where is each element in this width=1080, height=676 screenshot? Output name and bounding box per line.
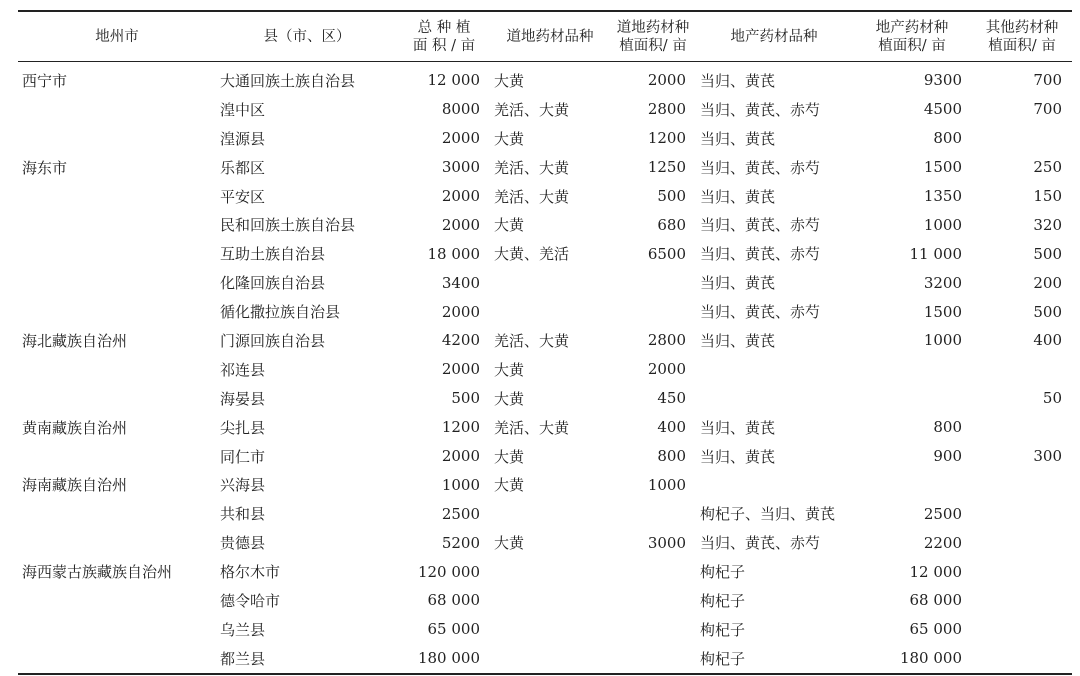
cell-other-area: 500	[1033, 244, 1062, 263]
cell-local-varieties: 当归、黄芪	[700, 71, 776, 90]
cell-local-area: 180 000	[899, 649, 962, 668]
cell-local-area: 1350	[923, 187, 962, 205]
cell-region: 海南藏族自治州	[22, 476, 128, 495]
cell-genuine-varieties	[490, 644, 610, 674]
cell-county: 互助土族自治县	[220, 245, 326, 264]
cell-total-area: 500	[451, 389, 480, 408]
table-header	[18, 11, 1072, 62]
cell-region	[18, 182, 216, 211]
cell-local-varieties	[696, 470, 852, 499]
cell-genuine-varieties: 大黄	[494, 360, 525, 379]
cell-genuine-area: 450	[657, 389, 686, 408]
cell-genuine-area: 2000	[647, 71, 686, 90]
cell-local-area	[852, 470, 972, 499]
cell-total-area: 2000	[441, 302, 480, 321]
cell-county: 祁连县	[220, 360, 266, 379]
cell-genuine-area	[610, 615, 696, 644]
cell-local-area: 68 000	[909, 591, 962, 610]
cell-region	[18, 499, 216, 528]
cell-total-area: 3000	[441, 158, 480, 177]
cell-local-varieties: 当归、黄芪	[700, 418, 776, 437]
table-row	[18, 95, 1072, 124]
planting-area-table-wrapper	[18, 10, 1072, 675]
cell-local-area: 2500	[923, 504, 962, 523]
cell-genuine-area	[610, 586, 696, 615]
cell-genuine-area: 1000	[647, 475, 686, 494]
table-row	[18, 384, 1072, 413]
cell-other-area: 250	[1033, 158, 1062, 177]
cell-region: 海东市	[22, 158, 68, 177]
cell-genuine-varieties: 大黄	[494, 447, 525, 466]
cell-genuine-varieties: 羌活、大黄	[494, 158, 570, 177]
cell-county: 大通回族土族自治县	[220, 71, 356, 90]
table-row	[18, 297, 1072, 326]
cell-local-varieties: 当归、黄芪、赤芍	[700, 100, 821, 119]
table-row	[18, 210, 1072, 239]
cell-total-area: 65 000	[427, 620, 480, 639]
cell-genuine-area: 1250	[647, 158, 686, 177]
cell-region	[18, 528, 216, 557]
cell-county: 民和回族土族自治县	[220, 216, 356, 235]
cell-local-varieties: 枸杞子	[700, 649, 746, 668]
header-other-area: 其他药材种 植面积/ 亩	[985, 19, 1059, 54]
cell-genuine-varieties: 羌活、大黄	[494, 100, 570, 119]
cell-total-area: 68 000	[427, 591, 480, 610]
cell-total-area: 5200	[441, 533, 480, 552]
cell-local-area: 1500	[923, 158, 962, 177]
cell-local-area: 1000	[923, 331, 962, 350]
cell-genuine-area: 400	[657, 418, 686, 437]
cell-total-area: 1200	[441, 418, 480, 437]
cell-region	[18, 384, 216, 413]
cell-other-area	[972, 644, 1072, 674]
cell-genuine-varieties	[490, 586, 610, 615]
cell-total-area: 2500	[441, 504, 480, 523]
cell-region: 海西蒙古族藏族自治州	[22, 563, 173, 582]
cell-local-varieties: 当归、黄芪、赤芍	[700, 216, 821, 235]
cell-local-area	[852, 384, 972, 413]
cell-genuine-area: 6500	[647, 244, 686, 263]
table-row	[18, 355, 1072, 384]
cell-genuine-varieties	[490, 268, 610, 297]
cell-other-area	[972, 499, 1072, 528]
cell-total-area: 180 000	[417, 649, 480, 668]
header-local-area: 地产药材种 植面积/ 亩	[875, 19, 949, 54]
cell-local-area: 12 000	[909, 562, 962, 581]
cell-county: 共和县	[220, 505, 266, 524]
cell-total-area: 3400	[441, 273, 480, 292]
cell-other-area	[972, 557, 1072, 586]
cell-genuine-varieties: 大黄	[494, 216, 525, 235]
cell-local-varieties: 枸杞子	[700, 591, 746, 610]
cell-genuine-area	[610, 499, 696, 528]
cell-county: 同仁市	[220, 447, 266, 466]
cell-local-varieties: 当归、黄芪	[700, 187, 776, 206]
cell-total-area: 2000	[441, 215, 480, 234]
cell-genuine-varieties: 大黄、羌活	[494, 245, 570, 264]
cell-other-area	[972, 586, 1072, 615]
cell-genuine-area: 800	[657, 447, 686, 466]
cell-region: 海北藏族自治州	[22, 331, 128, 350]
cell-region	[18, 615, 216, 644]
cell-county: 门源回族自治县	[220, 331, 326, 350]
cell-county: 湟中区	[220, 100, 266, 119]
cell-local-varieties: 当归、黄芪	[700, 274, 776, 293]
cell-local-area: 1500	[923, 302, 962, 321]
table-row	[18, 470, 1072, 499]
cell-region	[18, 644, 216, 674]
cell-county: 海晏县	[220, 389, 266, 408]
header-row	[18, 11, 1072, 62]
cell-other-area: 200	[1033, 273, 1062, 292]
cell-county: 乐都区	[220, 158, 266, 177]
table-row	[18, 528, 1072, 557]
cell-other-area	[972, 470, 1072, 499]
cell-other-area: 700	[1033, 100, 1062, 119]
table-row	[18, 326, 1072, 355]
cell-local-varieties: 当归、黄芪、赤芍	[700, 534, 821, 553]
cell-region	[18, 239, 216, 268]
cell-region	[18, 268, 216, 297]
table-row	[18, 62, 1072, 95]
cell-genuine-area	[610, 557, 696, 586]
cell-genuine-varieties: 羌活、大黄	[494, 331, 570, 350]
cell-local-area: 3200	[923, 273, 962, 292]
cell-region: 黄南藏族自治州	[22, 418, 128, 437]
cell-county: 贵德县	[220, 534, 266, 553]
cell-local-area: 900	[933, 447, 962, 466]
cell-other-area: 500	[1033, 302, 1062, 321]
cell-local-varieties	[696, 355, 852, 384]
cell-local-varieties: 当归、黄芪	[700, 129, 776, 148]
cell-county: 德令哈市	[220, 591, 281, 610]
cell-local-varieties: 当归、黄芪、赤芍	[700, 158, 821, 177]
header-local-varieties: 地产药材品种	[730, 28, 818, 45]
cell-genuine-varieties: 羌活、大黄	[494, 187, 570, 206]
cell-other-area	[972, 528, 1072, 557]
header-genuine-varieties: 道地药材品种	[506, 28, 594, 45]
cell-total-area: 8000	[441, 100, 480, 119]
cell-total-area: 2000	[441, 129, 480, 148]
cell-other-area: 50	[1042, 389, 1062, 408]
cell-county: 湟源县	[220, 129, 266, 148]
cell-county: 循化撒拉族自治县	[220, 303, 341, 322]
cell-region	[18, 95, 216, 124]
cell-local-varieties: 枸杞子、当归、黄芪	[700, 505, 836, 524]
cell-other-area: 400	[1033, 331, 1062, 350]
cell-region	[18, 442, 216, 471]
cell-total-area: 18 000	[427, 244, 480, 263]
table-row	[18, 499, 1072, 528]
cell-other-area: 300	[1033, 447, 1062, 466]
cell-county: 平安区	[220, 187, 266, 206]
cell-genuine-area: 2800	[647, 331, 686, 350]
cell-genuine-area: 2800	[647, 100, 686, 119]
table-row	[18, 153, 1072, 182]
cell-local-area: 65 000	[909, 620, 962, 639]
cell-local-varieties: 当归、黄芪	[700, 331, 776, 350]
cell-genuine-area: 1200	[647, 129, 686, 148]
cell-genuine-varieties: 大黄	[494, 534, 525, 553]
cell-genuine-area: 500	[657, 187, 686, 205]
cell-genuine-area	[610, 297, 696, 326]
table-row	[18, 413, 1072, 442]
cell-local-varieties: 枸杞子	[700, 563, 746, 582]
cell-total-area: 12 000	[427, 71, 480, 90]
planting-area-table	[18, 10, 1072, 675]
cell-genuine-varieties: 大黄	[494, 389, 525, 408]
cell-local-area: 1000	[923, 215, 962, 234]
cell-local-area	[852, 355, 972, 384]
cell-county: 兴海县	[220, 476, 266, 495]
cell-other-area	[972, 124, 1072, 153]
cell-other-area: 150	[1033, 187, 1062, 205]
cell-region	[18, 124, 216, 153]
cell-county: 尖扎县	[220, 418, 266, 437]
cell-region	[18, 210, 216, 239]
header-region: 地州市	[95, 28, 139, 45]
cell-local-area: 4500	[923, 100, 962, 119]
cell-local-varieties	[696, 384, 852, 413]
table-row	[18, 644, 1072, 674]
cell-region	[18, 355, 216, 384]
table-row	[18, 586, 1072, 615]
cell-genuine-area	[610, 644, 696, 674]
table-row	[18, 268, 1072, 297]
cell-local-area: 800	[933, 129, 962, 148]
cell-county: 化隆回族自治县	[220, 274, 326, 293]
cell-other-area: 700	[1033, 71, 1062, 90]
cell-county: 格尔木市	[220, 563, 281, 582]
cell-genuine-varieties: 大黄	[494, 71, 525, 90]
cell-county: 都兰县	[220, 649, 266, 668]
cell-total-area: 2000	[441, 187, 480, 205]
cell-total-area: 4200	[441, 331, 480, 350]
cell-total-area: 2000	[441, 360, 480, 379]
table-row	[18, 442, 1072, 471]
cell-genuine-area: 3000	[647, 533, 686, 552]
cell-region	[18, 586, 216, 615]
cell-genuine-area: 680	[657, 215, 686, 234]
cell-total-area: 120 000	[417, 562, 480, 581]
cell-region	[18, 297, 216, 326]
cell-genuine-varieties: 羌活、大黄	[494, 418, 570, 437]
table-row	[18, 124, 1072, 153]
cell-other-area	[972, 355, 1072, 384]
cell-total-area: 2000	[441, 447, 480, 466]
cell-other-area: 320	[1033, 215, 1062, 234]
table-row	[18, 615, 1072, 644]
cell-total-area: 1000	[441, 475, 480, 494]
cell-local-varieties: 枸杞子	[700, 620, 746, 639]
cell-local-varieties: 当归、黄芪、赤芍	[700, 245, 821, 264]
table-body	[18, 62, 1072, 674]
cell-local-area: 2200	[923, 533, 962, 552]
cell-local-area: 11 000	[909, 244, 962, 263]
cell-local-area: 800	[933, 418, 962, 437]
cell-genuine-varieties	[490, 297, 610, 326]
table-row	[18, 182, 1072, 211]
table-row	[18, 557, 1072, 586]
cell-other-area	[972, 615, 1072, 644]
cell-genuine-varieties	[490, 499, 610, 528]
cell-genuine-varieties: 大黄	[494, 476, 525, 495]
header-county: 县（市、区）	[263, 28, 351, 45]
cell-county: 乌兰县	[220, 620, 266, 639]
cell-other-area	[972, 413, 1072, 442]
cell-local-area: 9300	[923, 71, 962, 90]
header-total-area: 总 种 植 面 积 / 亩	[412, 19, 476, 54]
cell-genuine-area: 2000	[647, 360, 686, 379]
header-genuine-area: 道地药材种 植面积/ 亩	[616, 19, 690, 54]
cell-genuine-area	[610, 268, 696, 297]
cell-genuine-varieties: 大黄	[494, 129, 525, 148]
cell-genuine-varieties	[490, 557, 610, 586]
cell-genuine-varieties	[490, 615, 610, 644]
cell-region: 西宁市	[22, 71, 68, 90]
cell-local-varieties: 当归、黄芪、赤芍	[700, 303, 821, 322]
cell-local-varieties: 当归、黄芪	[700, 447, 776, 466]
table-row	[18, 239, 1072, 268]
